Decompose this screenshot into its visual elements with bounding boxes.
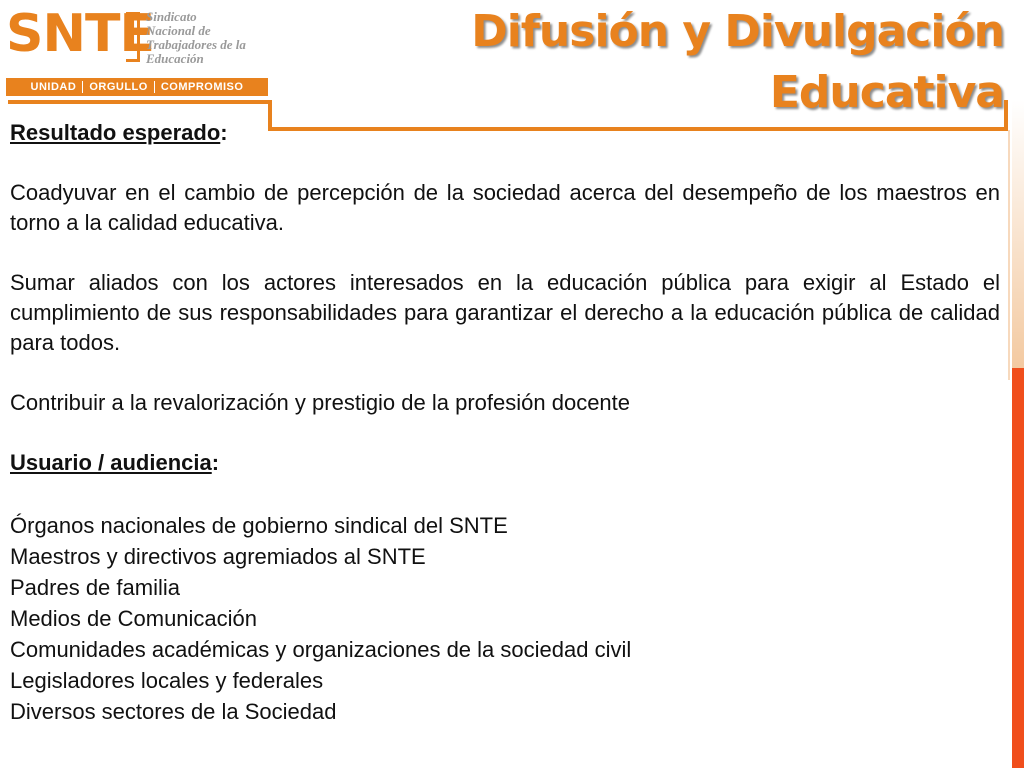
result-heading-text: Resultado esperado xyxy=(10,120,221,145)
frame-line-vertical-right xyxy=(1004,100,1008,131)
audience-item: Medios de Comunicación xyxy=(10,606,258,631)
tagline-word: COMPROMISO xyxy=(160,81,244,93)
tagline-word: UNIDAD xyxy=(30,81,77,93)
audience-item: Legisladores locales y federales xyxy=(10,668,324,693)
side-accent-line xyxy=(1008,130,1010,380)
snte-logo xyxy=(6,4,272,96)
slide-body xyxy=(10,118,1000,727)
tagline-word: ORGULLO xyxy=(89,81,148,93)
audience-heading: Usuario / audiencia: xyxy=(10,450,220,475)
audience-heading-text: Usuario / audiencia xyxy=(10,450,212,475)
result-paragraph: Contribuir a la revalorización y prestigio de la profesión docente xyxy=(10,390,631,415)
audience-item: Comunidades académicas y organizaciones de la sociedad civil xyxy=(10,637,632,662)
logo-line: Sindicato xyxy=(146,9,197,24)
spacer xyxy=(10,478,1000,510)
audience-item: Diversos sectores de la Sociedad xyxy=(10,699,337,724)
slide-title xyxy=(471,2,1004,124)
spacer xyxy=(10,238,1000,268)
side-accent-bar xyxy=(1012,368,1024,768)
frame-line-top-left xyxy=(8,100,272,104)
result-paragraph: Sumar aliados con los actores interesados en la educación pública para exigir al Estado el cumplimiento de sus responsabilidades para garantizar el derecho a la educación pública de calidad para todos. xyxy=(10,270,1000,355)
result-paragraph: Coadyuvar en el cambio de percepción de la sociedad acerca del desempeño de los maestros en torno a la calidad educativa. xyxy=(10,180,1000,235)
spacer xyxy=(10,148,1000,178)
spacer xyxy=(10,358,1000,388)
logo-tagline-bar xyxy=(6,78,268,96)
logo-wordmark: SNTE xyxy=(6,4,154,64)
tagline-separator xyxy=(154,81,155,93)
slide-title-line1: Difusión y Divulgación xyxy=(471,6,1004,57)
logo-line: Nacional de xyxy=(146,23,211,38)
logo-line: Trabajadores de la xyxy=(146,37,246,52)
spacer xyxy=(10,418,1000,448)
audience-item: Órganos nacionales de gobierno sindical del SNTE xyxy=(10,513,508,538)
slide-title-line2: Educativa xyxy=(769,67,1004,118)
audience-item: Maestros y directivos agremiados al SNTE xyxy=(10,544,426,569)
audience-item: Padres de familia xyxy=(10,575,180,600)
logo-bracket xyxy=(126,12,140,62)
tagline-separator xyxy=(82,81,83,93)
result-heading: Resultado esperado: xyxy=(10,120,228,145)
logo-line: Educación xyxy=(146,51,204,66)
side-gradient-bar xyxy=(1012,100,1024,370)
logo-org-name xyxy=(146,10,246,66)
